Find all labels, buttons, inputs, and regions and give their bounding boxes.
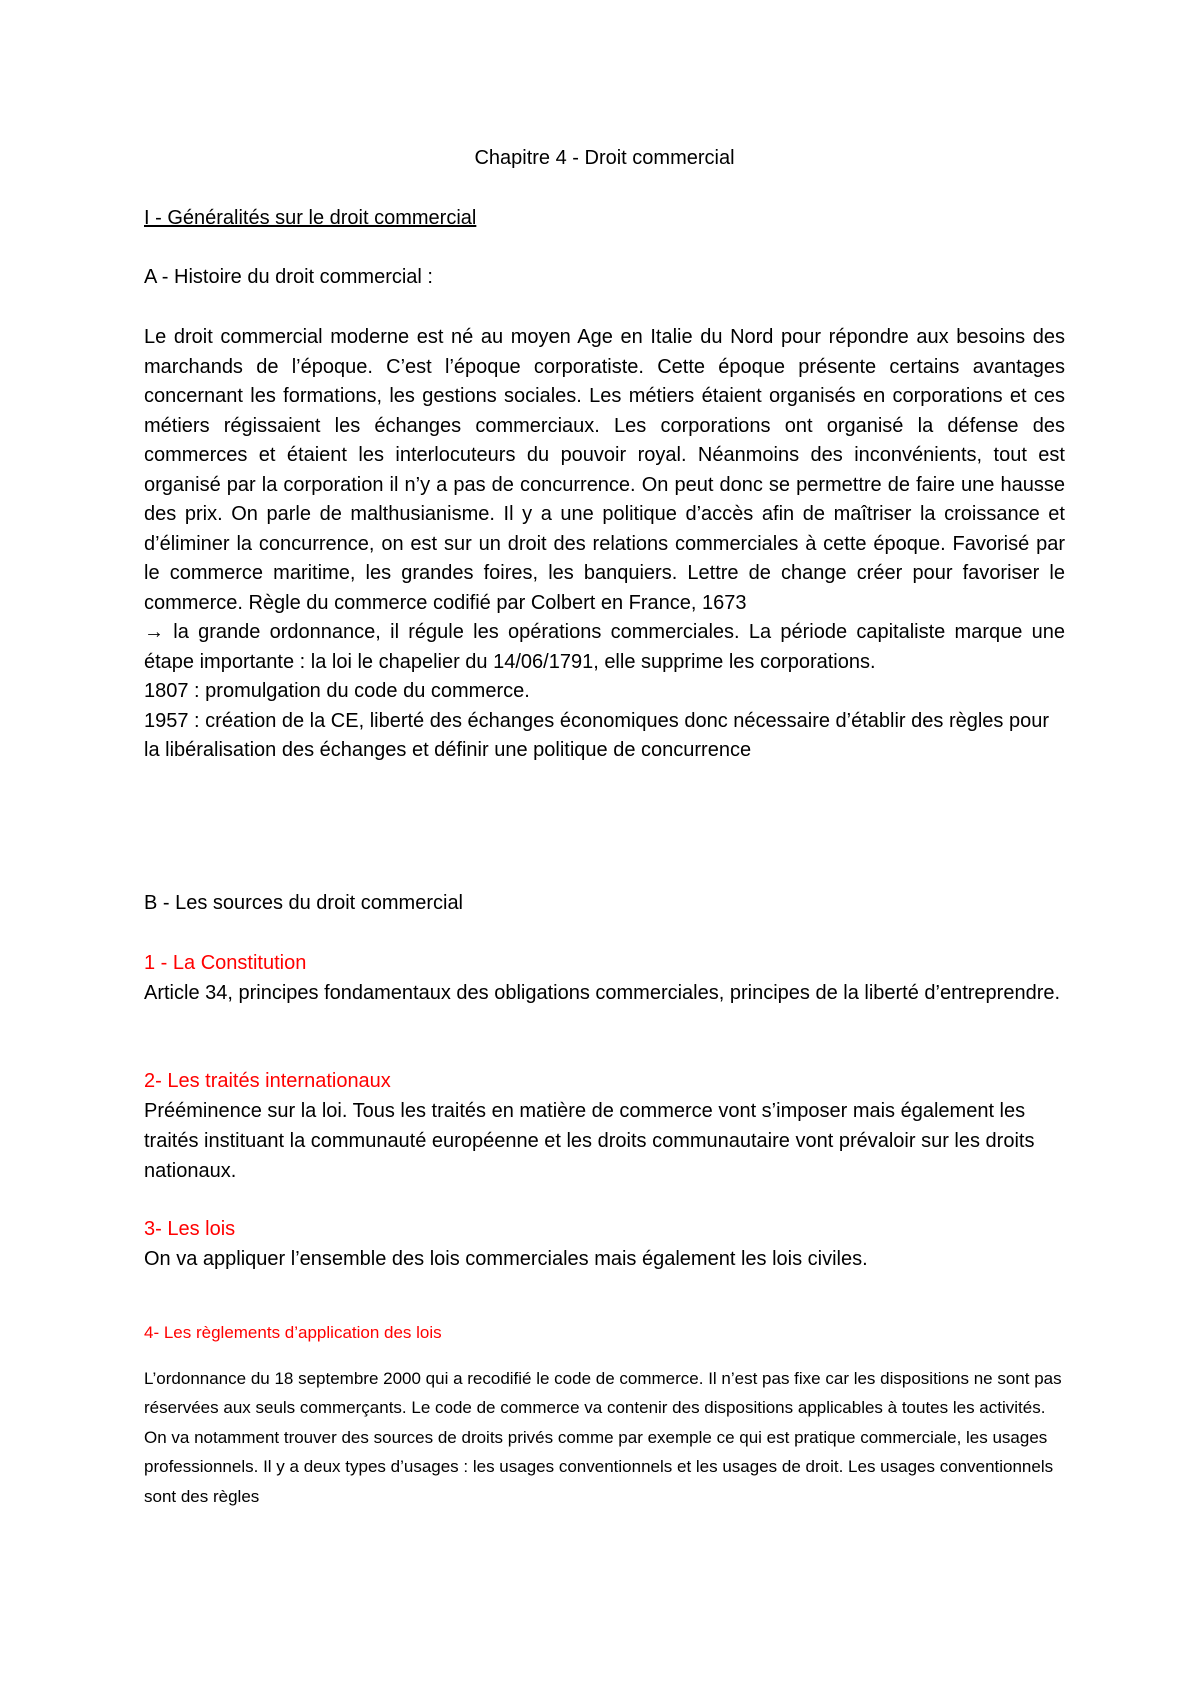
source-lois xyxy=(144,1214,1065,1274)
subsection-heading-sources: B - Les sources du droit commercial xyxy=(144,892,464,914)
ordonnance-paragraph: → la grande ordonnance, il régule les opérations commerciales. La période capitaliste marque une étape importante : la loi le chapelier du 14/06/1791, elle supprime les corporations. xyxy=(144,621,1065,673)
line-1957: 1957 : création de la CE, liberté des échanges économiques donc nécessaire d’établir des règles pour la libéralisation des échanges et définir une politique de concurrence xyxy=(144,709,1049,761)
document-page xyxy=(144,0,1065,1698)
source-reglements xyxy=(144,1318,1065,1511)
source-text-constitution: Article 34, principes fondamentaux des obligations commerciales, principes de la liberté d’entreprendre. xyxy=(144,982,1061,1004)
source-text-lois: On va appliquer l’ensemble des lois commerciales mais également les lois civiles. xyxy=(144,1248,868,1270)
section-heading-generalites: I - Généralités sur le droit commercial xyxy=(144,207,477,229)
subsection-heading-histoire: A - Histoire du droit commercial : xyxy=(144,266,433,288)
history-paragraph: Le droit commercial moderne est né au moyen Age en Italie du Nord pour répondre aux besoins des marchands de l’époque. C’est l’époque corporatiste. Cette époque présente certains avantages concernant les formations, les gestions sociales. Les métiers étaient organisés en corporations et ces métiers régissaient les échanges commerciaux. Les corporations ont organisé la défense des commerces et étaient les interlocuteurs du pouvoir royal. Néanmoins des inconvénients, tout est organisé par la corporation il n’y a pas de concurrence. On peut donc se permettre de faire une hausse des prix. On parle de malthusianisme. Il y a une politique d’accès afin de maîtriser la croissance et d’éliminer la concurrence, on est sur un droit des relations commerciales à cette époque. Favorisé par le commerce maritime, les grandes foires, les banquiers. Lettre de change créer pour favoriser le commerce. Règle du commerce codifié par Colbert en France, 1673 xyxy=(144,326,1065,614)
source-text-reglements: L’ordonnance du 18 septembre 2000 qui a recodifié le code de commerce. Il n’est pas fixe car les dispositions ne sont pas réservées aux seuls commerçants. Le code de commerce va contenir des dispositions applicables à toutes les activités. On va notamment trouver des sources de droits privés comme par exemple ce qui est pratique commerciale, les usages professionnels. Il y a deux types d’usages : les usages conventionnels et les usages de droit. Les usages conventionnels sont des règles xyxy=(144,1368,1062,1506)
history-text xyxy=(144,323,1065,766)
source-heading-reglements: 4- Les règlements d’application des lois xyxy=(144,1323,442,1342)
line-1807: 1807 : promulgation du code du commerce. xyxy=(144,680,530,702)
document-title: Chapitre 4 - Droit commercial xyxy=(474,147,735,169)
source-heading-lois: 3- Les lois xyxy=(144,1218,236,1240)
source-heading-constitution: 1 - La Constitution xyxy=(144,952,307,974)
source-traites xyxy=(144,1066,1065,1186)
source-heading-traites: 2- Les traités internationaux xyxy=(144,1070,391,1092)
source-text-traites: Prééminence sur la loi. Tous les traités en matière de commerce vont s’imposer mais également les traités instituant la communauté européenne et les droits communautaire vont prévaloir sur les droits nationaux. xyxy=(144,1100,1035,1182)
source-constitution xyxy=(144,948,1065,1008)
